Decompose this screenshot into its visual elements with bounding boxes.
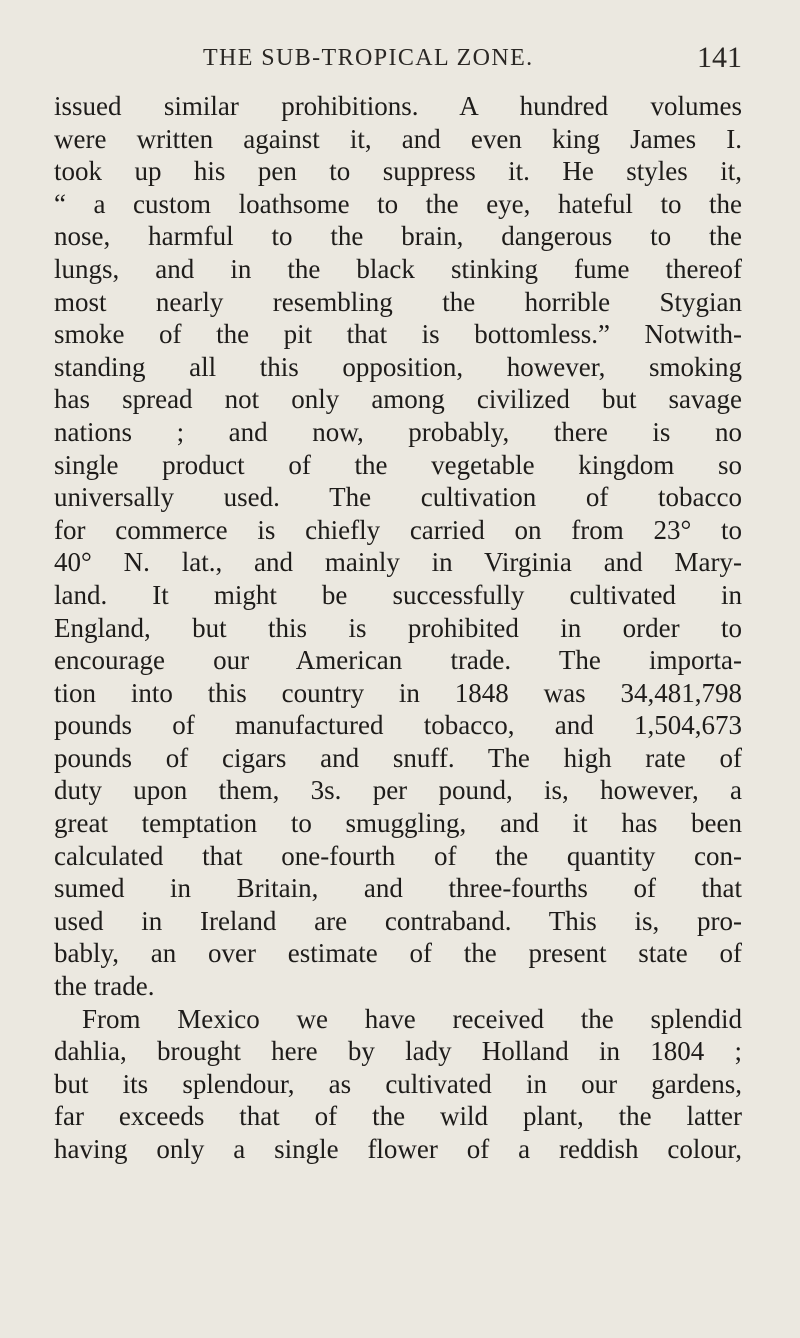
page-number: 141 bbox=[697, 41, 742, 74]
text-line: but its splendour, as cultivated in our gardens, bbox=[54, 1068, 742, 1099]
text-line: nations ; and now, probably, there is no bbox=[54, 416, 742, 447]
text-line: smoke of the pit that is bottomless.” Notwith- bbox=[54, 319, 742, 350]
text-line: pounds of cigars and snuff. The high rate of bbox=[54, 742, 742, 773]
text-line: single product of the vegetable kingdom so bbox=[54, 449, 742, 480]
text-line: took up his pen to suppress it. He styles it, bbox=[54, 156, 742, 187]
text-line: encourage our American trade. The importa- bbox=[54, 645, 742, 676]
running-head bbox=[68, 38, 740, 78]
running-title: THE SUB-TROPICAL ZONE. bbox=[203, 45, 534, 71]
text-line: has spread not only among civilized but savage bbox=[54, 384, 742, 415]
text-line: were written against it, and even king James I. bbox=[54, 123, 742, 154]
text-line: the trade. bbox=[54, 971, 155, 1002]
text-line: “ a custom loathsome to the eye, hateful to the bbox=[54, 188, 742, 219]
text-line: sumed in Britain, and three-fourths of that bbox=[54, 873, 742, 904]
text-line: issued similar prohibitions. A hundred volumes bbox=[54, 91, 742, 121]
text-line: duty upon them, 3s. per pound, is, however, a bbox=[54, 775, 742, 806]
text-line: for commerce is chiefly carried on from 23° to bbox=[54, 514, 742, 545]
text-line: 40° N. lat., and mainly in Virginia and Mary- bbox=[54, 547, 742, 578]
text-line: bably, an over estimate of the present state of bbox=[54, 938, 742, 969]
text-line: pounds of manufactured tobacco, and 1,504,673 bbox=[54, 710, 742, 741]
text-line: calculated that one-fourth of the quantity con- bbox=[54, 840, 742, 871]
body-text bbox=[54, 90, 742, 1166]
text-line: far exceeds that of the wild plant, the latter bbox=[54, 1101, 742, 1132]
text-line: England, but this is prohibited in order to bbox=[54, 612, 742, 643]
text-line: great temptation to smuggling, and it has been bbox=[54, 808, 742, 839]
text-line: land. It might be successfully cultivated in bbox=[54, 579, 742, 610]
text-line: most nearly resembling the horrible Stygian bbox=[54, 286, 742, 317]
text-line: dahlia, brought here by lady Holland in 1804 ; bbox=[54, 1036, 742, 1067]
text-line: used in Ireland are contraband. This is, pro- bbox=[54, 905, 742, 936]
text-line: tion into this country in 1848 was 34,481,798 bbox=[54, 677, 742, 708]
text-line: nose, harmful to the brain, dangerous to the bbox=[54, 221, 742, 252]
text-line: universally used. The cultivation of tobacco bbox=[54, 482, 742, 513]
text-line: lungs, and in the black stinking fume thereof bbox=[54, 253, 742, 284]
text-line: having only a single flower of a reddish colour, bbox=[54, 1134, 742, 1164]
text-line-paragraph-start: From Mexico we have received the splendid bbox=[82, 1003, 742, 1034]
text-line: standing all this opposition, however, smoking bbox=[54, 351, 742, 382]
